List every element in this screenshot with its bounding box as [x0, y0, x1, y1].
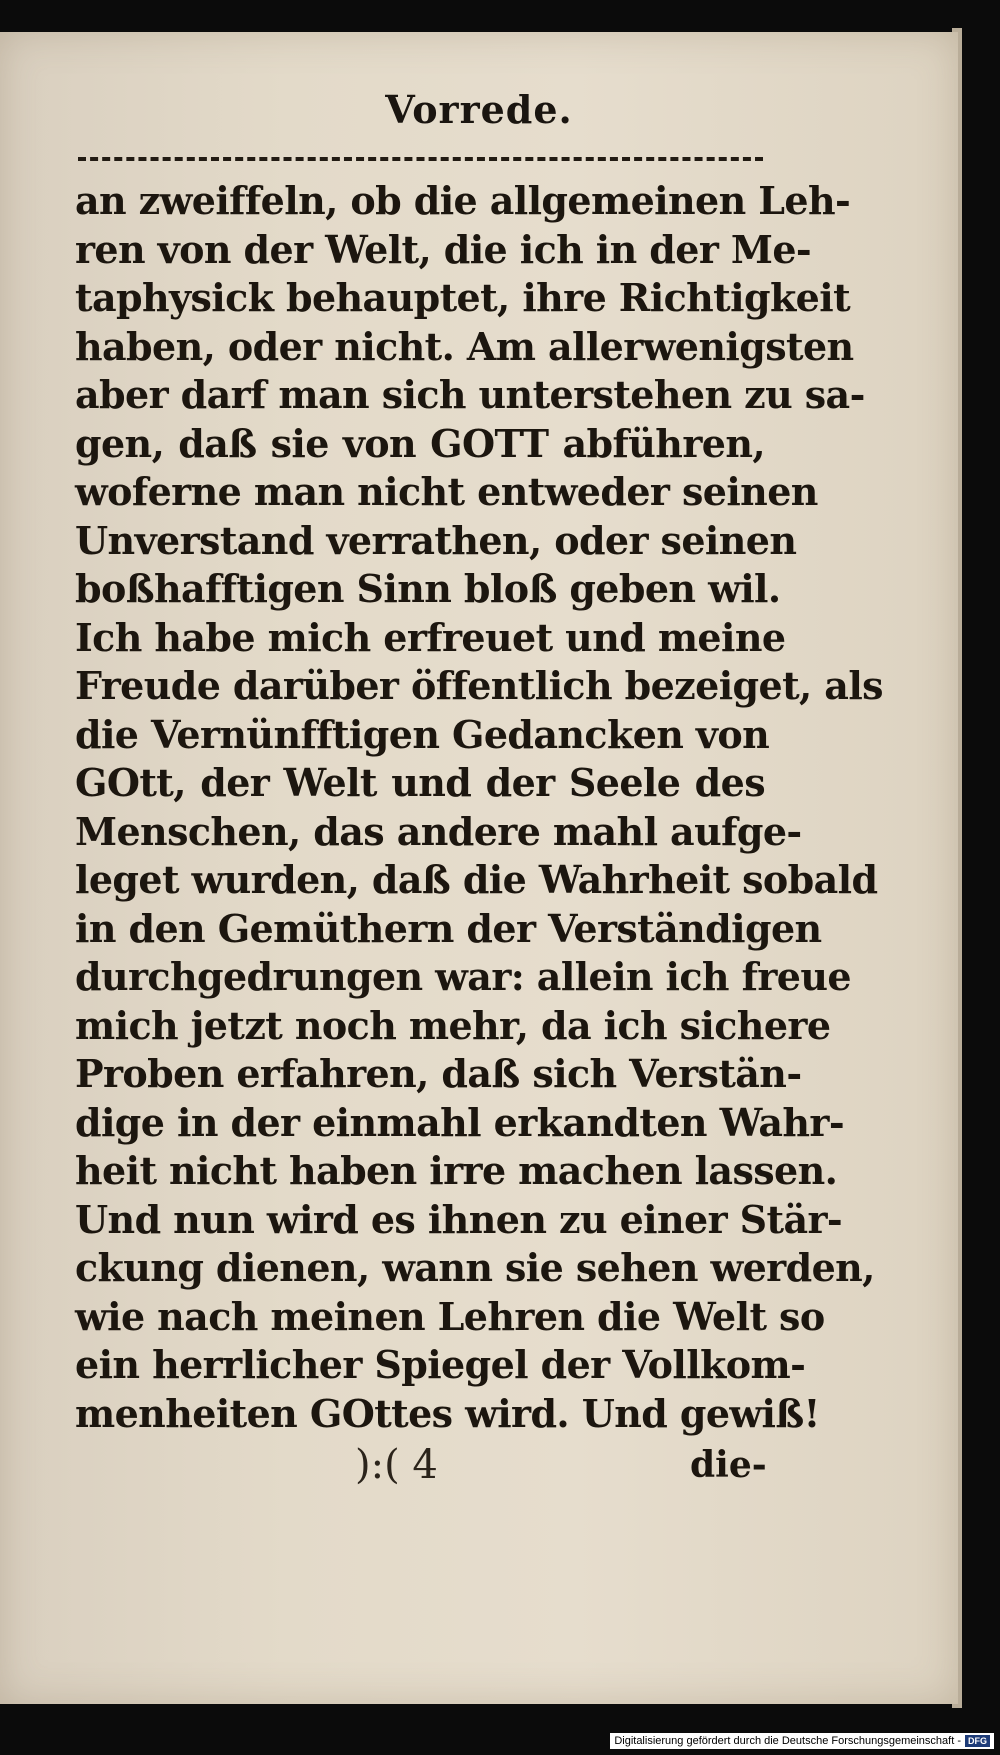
text-line: ren von der Welt, die ich in der Me-	[75, 226, 812, 272]
text-line: Unverstand verrathen, oder seinen	[75, 517, 797, 563]
running-title: Vorrede.	[385, 87, 573, 132]
signature-mark: ):( 4	[355, 1442, 438, 1488]
text-line: woferne man nicht entweder seinen	[75, 469, 818, 514]
digitization-footer	[610, 1733, 994, 1749]
text-line: taphysick behauptet, ihre Richtigkeit	[75, 275, 851, 320]
header-rule	[78, 157, 763, 161]
text-line: haben, oder nicht. Am allerwenigsten	[75, 323, 854, 369]
text-line: gen, daß sie von GOTT abführen,	[75, 420, 765, 466]
catchword: die-	[690, 1444, 767, 1486]
text-line: menheiten GOttes wird. Und gewiß!	[75, 1390, 820, 1436]
text-line: die Vernünfftigen Gedancken von	[75, 711, 770, 757]
text-line: dige in der einmahl erkandten Wahr-	[75, 1099, 844, 1145]
footer-credit: Digitalisierung gefördert durch die Deutsche Forschungsgemeinschaft -	[614, 1735, 961, 1747]
text-line: ckung dienen, wann sie sehen werden,	[75, 1245, 875, 1290]
book-page	[0, 32, 958, 1704]
text-line: boßhafftigen Sinn bloß geben wil.	[75, 566, 781, 611]
text-line: Und nun wird es ihnen zu einer Stär-	[75, 1196, 843, 1242]
text-line: Freude darüber öffentlich bezeiget, als	[75, 663, 883, 708]
body-text	[75, 177, 883, 1438]
text-line: Ich habe mich erfreuet und meine	[75, 614, 786, 660]
text-line: aber darf man sich unterstehen zu sa-	[75, 372, 865, 417]
text-line: in den Gemüthern der Verständigen	[75, 905, 822, 951]
text-line: ein herrlicher Spiegel der Vollkom-	[75, 1342, 806, 1387]
text-line: wie nach meinen Lehren die Welt so	[75, 1293, 825, 1339]
text-line: an zweiffeln, ob die allgemeinen Leh-	[75, 178, 851, 223]
text-line: heit nicht haben irre machen lassen.	[75, 1148, 838, 1193]
text-line: GOtt, der Welt und der Seele des	[75, 760, 765, 805]
dfg-logo: DFG	[965, 1735, 990, 1747]
text-line: durchgedrungen war: allein ich freue	[75, 954, 851, 999]
text-line: Proben erfahren, daß sich Verstän-	[75, 1051, 802, 1096]
text-line: mich jetzt noch mehr, da ich sichere	[75, 1002, 831, 1048]
text-line: Menschen, das andere mahl aufge-	[75, 808, 802, 854]
text-line: leget wurden, daß die Wahrheit sobald	[75, 857, 878, 902]
